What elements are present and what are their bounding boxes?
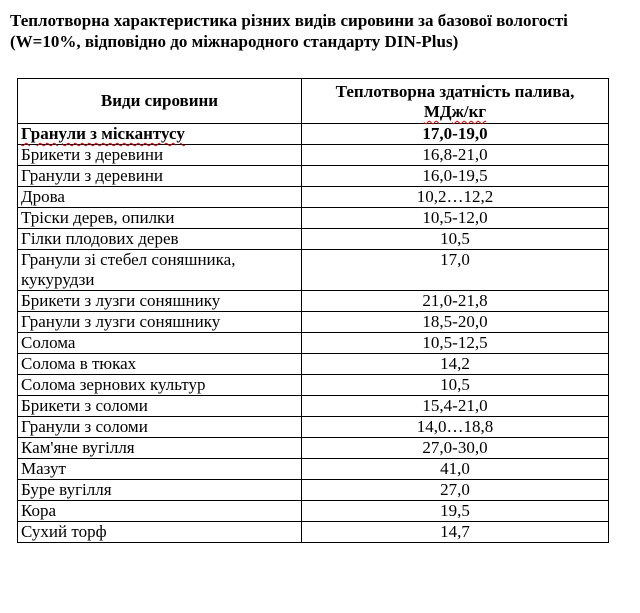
material-name: Гранули з міскантусу	[21, 124, 185, 143]
material-name: Кора	[21, 501, 57, 520]
cell-calorific-value: 14,7	[302, 522, 609, 543]
material-name: Солома в тюках	[21, 354, 137, 373]
table-row	[18, 501, 609, 522]
cell-calorific-value: 21,0-21,8	[302, 291, 609, 312]
cell-material	[18, 187, 302, 208]
table-row	[18, 459, 609, 480]
material-name: Гілки плодових дерев	[21, 229, 179, 248]
table-row	[18, 208, 609, 229]
material-name: Брикети з деревини	[21, 145, 164, 164]
cell-calorific-value: 10,5-12,0	[302, 208, 609, 229]
cell-calorific-value: 19,5	[302, 501, 609, 522]
table-row	[18, 124, 609, 145]
cell-calorific-value: 10,5	[302, 375, 609, 396]
table-row	[18, 291, 609, 312]
cell-material	[18, 438, 302, 459]
cell-calorific-value: 14,2	[302, 354, 609, 375]
material-name: Тріски дерев, опилки	[21, 208, 175, 227]
cell-material	[18, 312, 302, 333]
table-row	[18, 187, 609, 208]
cell-calorific-value: 16,0-19,5	[302, 166, 609, 187]
cell-calorific-value: 10,5	[302, 229, 609, 250]
cell-material	[18, 459, 302, 480]
cell-material	[18, 396, 302, 417]
cell-material	[18, 229, 302, 250]
table-body	[18, 124, 609, 543]
table-row	[18, 354, 609, 375]
material-name: Сухий торф	[21, 522, 107, 541]
cell-material	[18, 501, 302, 522]
material-name: Брикети з лузги соняшнику	[21, 291, 221, 310]
table-row	[18, 417, 609, 438]
material-name: Солома зернових культур	[21, 375, 206, 394]
table-row	[18, 333, 609, 354]
table-row	[18, 438, 609, 459]
cell-calorific-value: 17,0-19,0	[302, 124, 609, 145]
material-name: Гранули зі стебел соняшника, кукурудзи	[21, 250, 236, 289]
table-row	[18, 166, 609, 187]
cell-material	[18, 291, 302, 312]
table-row	[18, 250, 609, 291]
header-unit: МДж/кг	[423, 102, 487, 121]
material-name: Гранули з деревини	[21, 166, 164, 185]
table-row	[18, 375, 609, 396]
cell-calorific-value: 10,2…12,2	[302, 187, 609, 208]
cell-calorific-value: 16,8-21,0	[302, 145, 609, 166]
cell-material	[18, 166, 302, 187]
table-row	[18, 480, 609, 501]
cell-material	[18, 208, 302, 229]
cell-material	[18, 145, 302, 166]
cell-material	[18, 417, 302, 438]
table-row	[18, 312, 609, 333]
header-material: Види сировини	[18, 79, 302, 124]
header-calorific-value	[302, 79, 609, 124]
cell-calorific-value: 18,5-20,0	[302, 312, 609, 333]
cell-material	[18, 480, 302, 501]
material-name: Солома	[21, 333, 76, 352]
cell-calorific-value: 14,0…18,8	[302, 417, 609, 438]
cell-calorific-value: 17,0	[302, 250, 609, 291]
cell-calorific-value: 15,4-21,0	[302, 396, 609, 417]
cell-material	[18, 375, 302, 396]
material-name: Гранули з соломи	[21, 417, 148, 436]
material-name: Мазут	[21, 459, 66, 478]
table-row	[18, 522, 609, 543]
cell-calorific-value: 10,5-12,5	[302, 333, 609, 354]
material-name: Брикети з соломи	[21, 396, 148, 415]
table-header-row	[18, 79, 609, 124]
table-row	[18, 229, 609, 250]
cell-material	[18, 522, 302, 543]
cell-material	[18, 124, 302, 145]
material-name: Гранули з лузги соняшнику	[21, 312, 221, 331]
cell-material	[18, 250, 302, 291]
cell-material	[18, 354, 302, 375]
table-row	[18, 396, 609, 417]
header-calorific-value-label: Теплотворна здатність палива,	[335, 82, 575, 101]
material-name: Кам'яне вугілля	[21, 438, 135, 457]
document-title: Теплотворна характеристика різних видів сировини за базової вологості (W=10%, відповідно до міжнародного стандарту DIN-Plus)	[10, 11, 568, 51]
material-name: Буре вугілля	[21, 480, 112, 499]
cell-calorific-value: 41,0	[302, 459, 609, 480]
cell-calorific-value: 27,0-30,0	[302, 438, 609, 459]
calorific-value-table	[17, 78, 609, 543]
material-name: Дрова	[21, 187, 65, 206]
cell-calorific-value: 27,0	[302, 480, 609, 501]
cell-material	[18, 333, 302, 354]
table-row	[18, 145, 609, 166]
